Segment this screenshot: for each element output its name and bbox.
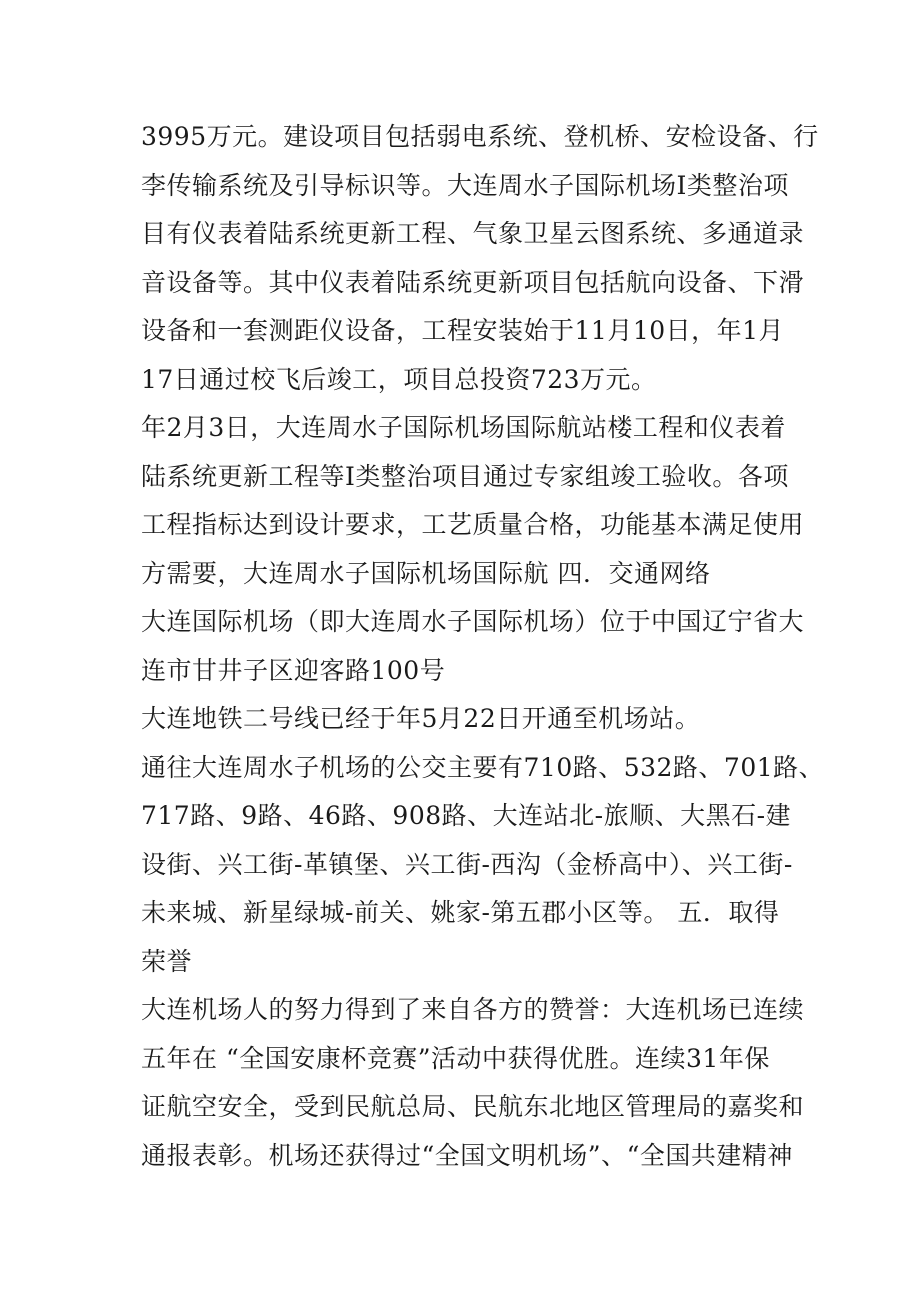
text-line: 大连国际机场（即大连周水子国际机场）位于中国辽宁省大: [141, 607, 805, 636]
text-line: 音设备等。其中仪表着陆系统更新项目包括航向设备、下滑: [141, 267, 805, 297]
text-line: 大连地铁二号线已经于年5月22日开通至机场站。: [141, 704, 701, 733]
text-line: 连市甘井子区迎客路100号: [141, 655, 446, 685]
text-line: 3995万元。建设项目包括弱电系统、登机桥、安检设备、行: [141, 122, 819, 151]
text-line: 工程指标达到设计要求，工艺质量合格，功能基本满足使用: [141, 510, 805, 539]
text-line: 年2月3日，大连周水子国际机场国际航站楼工程和仪表着: [141, 413, 786, 442]
text-line: 荣誉: [141, 946, 193, 976]
text-line: 方需要，大连周水子国际机场国际航 四．交通网络: [141, 558, 711, 588]
text-line: 五年在 “全国安康杯竞赛”活动中获得优胜。连续31年保: [141, 1043, 770, 1073]
text-line: 717路、9路、46路、908路、大连站北-旅顺、大黑石-建: [141, 801, 792, 830]
text-line: 目有仪表着陆系统更新工程、气象卫星云图系统、多通道录: [141, 219, 805, 248]
text-line: 设备和一套测距仪设备，工程安装始于11月10日，年1月: [141, 316, 785, 345]
text-line: 未来城、新星绿城-前关、姚家-第五郡小区等。 五．取得: [141, 898, 780, 927]
text-line: 大连机场人的努力得到了来自各方的赞誉：大连机场已连续: [141, 995, 805, 1024]
text-line: 通往大连周水子机场的公交主要有710路、532路、701路、: [141, 752, 825, 782]
text-line: 设街、兴工街-革镇堡、兴工街-西沟（金桥高中）、兴工街-: [141, 849, 793, 879]
text-line: 证航空安全，受到民航总局、民航东北地区管理局的嘉奖和: [141, 1092, 805, 1121]
text-line: 通报表彰。机场还获得过“全国文明机场”、“全国共建精神: [141, 1140, 793, 1170]
text-line: 陆系统更新工程等I类整治项目通过专家组竣工验收。各项: [141, 461, 789, 491]
text-line: 17日通过校飞后竣工，项目总投资723万元。: [141, 364, 657, 394]
body-text: [141, 113, 825, 1180]
text-line: 李传输系统及引导标识等。大连周水子国际机场I类整治项: [141, 170, 789, 200]
